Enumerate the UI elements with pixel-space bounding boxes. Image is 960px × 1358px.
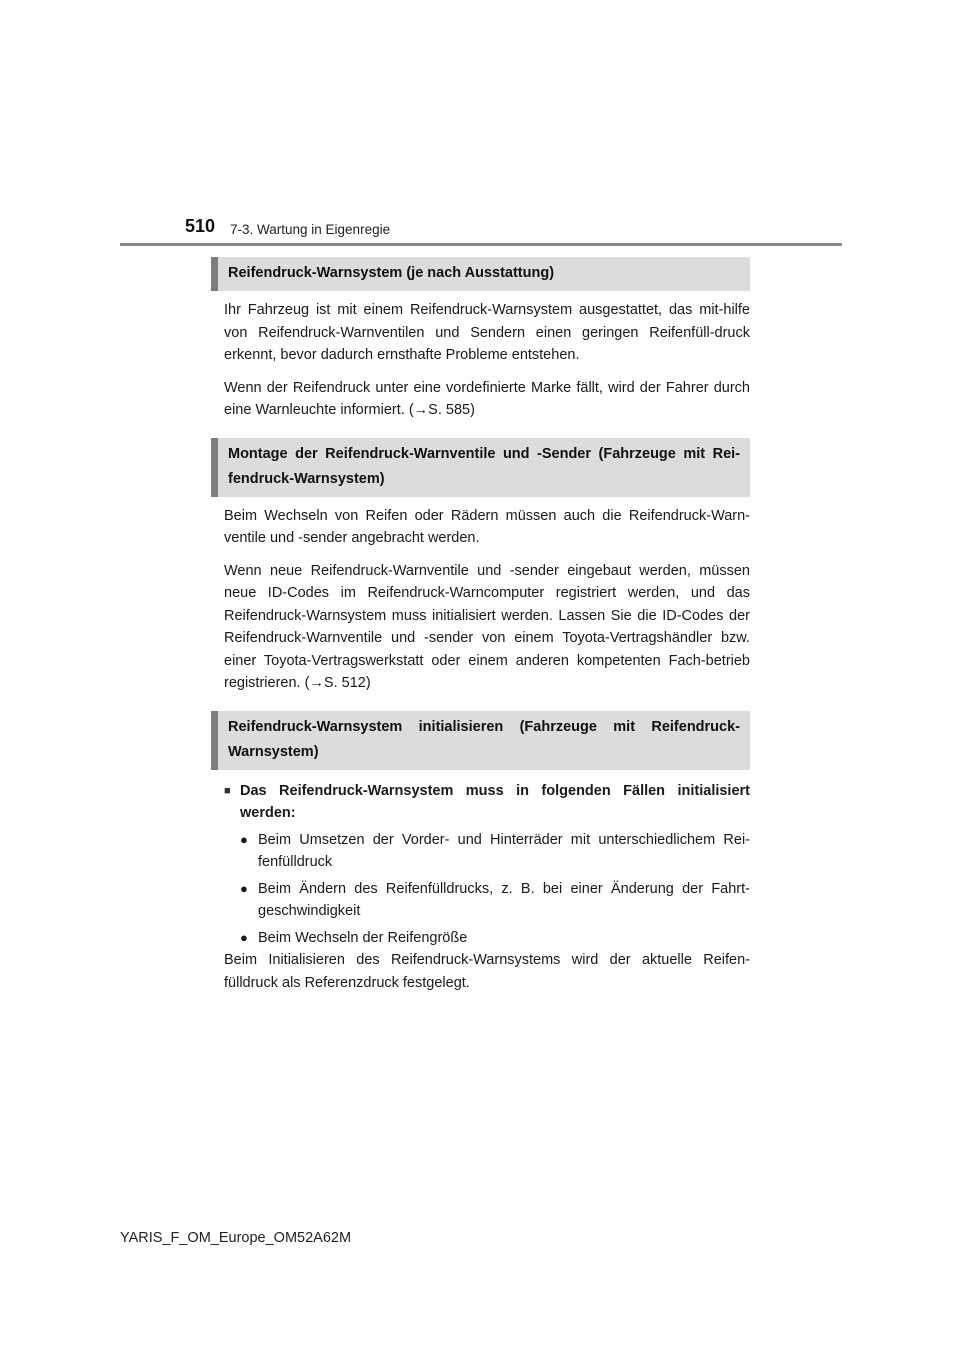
footer-doc-code: YARIS_F_OM_Europe_OM52A62M xyxy=(120,1230,352,1246)
paragraph: Wenn der Reifendruck unter eine vordefinierte Marke fällt, wird der Fahrer durch eine Warnleuchte informiert. (→S. 585) xyxy=(224,379,750,418)
page-number: 510 xyxy=(185,216,216,236)
list-item-text: Beim Umsetzen der Vorder- und Hinterräder mit unterschiedlichem Rei-fenfülldruck xyxy=(258,831,750,870)
chapter-title: 7-3. Wartung in Eigenregie xyxy=(230,222,391,237)
section-body-valve-mounting xyxy=(211,505,750,695)
section-heading-warning-system: Reifendruck-Warnsystem (je nach Ausstattung) xyxy=(211,257,750,291)
page-content xyxy=(211,257,750,1004)
list-item xyxy=(240,878,750,923)
section-heading-initialize: Reifendruck-Warnsystem initialisieren (Fahrzeuge mit Reifendruck-Warnsystem) xyxy=(211,711,750,770)
list-item xyxy=(240,829,750,874)
paragraph: Beim Wechseln von Reifen oder Rädern müssen auch die Reifendruck-Warn-ventile und -sender angebracht werden. xyxy=(224,507,750,546)
header-divider xyxy=(120,243,842,246)
paragraph: Ihr Fahrzeug ist mit einem Reifendruck-Warnsystem ausgestattet, das mit-hilfe von Reifendruck-Warnventilen und Sendern einen geringen Reifenfüll-druck erkennt, bevor dadurch ernsthafte Probleme entstehen. xyxy=(224,302,750,363)
square-bullet-icon: ■ xyxy=(224,784,231,797)
section-body-warning-system xyxy=(211,299,750,422)
bullet-dot-icon: ● xyxy=(240,929,248,945)
bullet-dot-icon: ● xyxy=(240,831,248,847)
subheading xyxy=(224,780,750,825)
paragraph: Wenn neue Reifendruck-Warnventile und -sender eingebaut werden, müssen neue ID-Codes im Reifendruck-Warncomputer registriert werden, und das Reifendruck-Warnsystem muss initialisiert werden. Lassen Sie die ID-Codes der Reifendruck-Warnventile und -sender von einem Toyota-Vertragshändler bzw. einer Toyota-Vertragswerkstatt oder einem anderen kompetenten Fach-betrieb registrieren. (→S. 512) xyxy=(224,562,750,691)
closing-paragraph: Beim Initialisieren des Reifendruck-Warnsystems wird der aktuelle Reifen-fülldruck als Referenzdruck festgelegt. xyxy=(224,952,750,991)
subheading-text: Das Reifendruck-Warnsystem muss in folgenden Fällen initialisiert werden: xyxy=(240,782,750,821)
section-body-initialize xyxy=(211,780,750,995)
bullet-dot-icon: ● xyxy=(240,880,248,896)
list-item xyxy=(240,927,750,950)
section-heading-valve-mounting: Montage der Reifendruck-Warnventile und -Sender (Fahrzeuge mit Rei-fendruck-Warnsystem) xyxy=(211,438,750,497)
list-item-text: Beim Ändern des Reifenfülldrucks, z. B. bei einer Änderung der Fahrt-geschwindigkeit xyxy=(258,880,750,919)
list-item-text: Beim Wechseln der Reifengröße xyxy=(258,929,468,946)
